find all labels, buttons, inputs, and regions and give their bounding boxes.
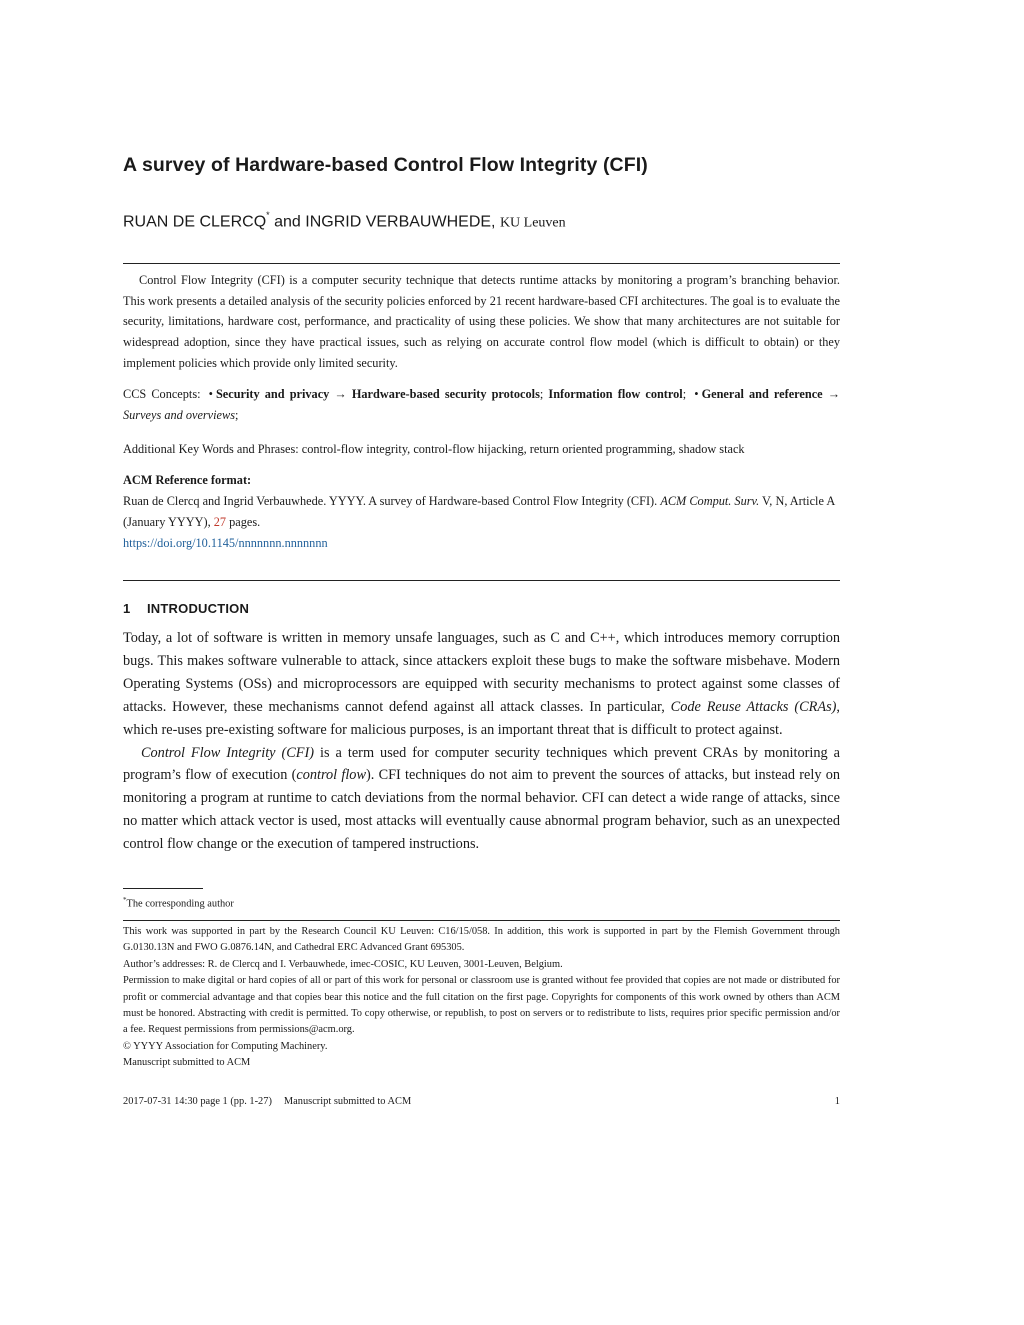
ccs-sep-3: ;: [235, 408, 239, 422]
acm-reference-text-1: Ruan de Clercq and Ingrid Verbauwhede. YYYY. A survey of Hardware-based Control Flow Integrity (CFI).: [123, 494, 658, 508]
page-number: 1: [834, 1096, 840, 1107]
acm-reference-text-3: pages.: [229, 515, 261, 529]
permission-notice: Permission to make digital or hard copies of all or part of this work for personal or classroom use is granted without fee provided that copies are not made or distributed for profit or commercial advantage and that copies bear this notice and the full citation on the first page. Copyrights for components of this work owned by others than ACM must be honored. Abstracting with credit is permitted. To copy otherwise, or republish, to post on servers or to redistribute to lists, requires prior specific permission and/or a fee. Request permissions from permissions@acm.org.: [123, 975, 840, 1036]
acm-reference-text-2: V, N, Article A (January YYYY),: [123, 494, 835, 529]
page-footer: [123, 1096, 840, 1107]
acm-reference-heading: ACM Reference format:: [123, 473, 252, 487]
ccs-label: CCS Concepts:: [123, 387, 201, 401]
keywords: Additional Key Words and Phrases: control-flow integrity, control-flow hijacking, return oriented programming, shadow stack: [123, 442, 745, 456]
copyright-notice: © YYYY Association for Computing Machinery.: [123, 1040, 328, 1052]
ccs-arrow-2: →: [827, 387, 841, 401]
page-count-link[interactable]: 27: [213, 515, 227, 529]
funding-rule: [123, 920, 840, 921]
section-heading: [123, 601, 840, 616]
introduction-body: [123, 627, 840, 856]
corresponding-author-mark: *: [266, 210, 270, 220]
author-names-1: RUAN DE CLERCQ: [123, 213, 267, 231]
funding-support: This work was supported in part by the Research Council KU Leuven: C16/15/058. In addition, this work is supported in part by the Flemish Government through G.0130.13N and FWO G.0876.14N, and Cathedral ERC Advanced Grant 695305.: [123, 926, 840, 954]
abstract-top-rule: [123, 263, 840, 264]
footnote-mark: *: [123, 896, 127, 904]
intro-p1-emphasis: Code Reuse Attacks (CRAs): [670, 698, 837, 715]
intro-paragraph-1: [123, 627, 840, 742]
ccs-concept-3: Information flow control: [548, 387, 683, 401]
intro-paragraph-2: [123, 742, 840, 857]
paper-title: A survey of Hardware-based Control Flow Integrity (CFI): [123, 154, 648, 176]
acm-reference: [123, 470, 840, 554]
footnote-text: The corresponding author: [126, 898, 234, 910]
ccs-concept-1: Security and privacy: [215, 387, 330, 401]
doi-link[interactable]: https://doi.org/10.1145/nnnnnnn.nnnnnnn: [123, 536, 328, 550]
intro-p1-text-a: Today, a lot of software is written in memory unsafe languages, such as C and C++, which introduces memory corruption bugs. This makes software vulnerable to attack, since attackers exploit these bugs to make the software misbehave. Modern Operating Systems (OSs) and microprocessors are equipped with security mechanisms to protect against some classes of attacks. However, these mechanisms cannot defend against all attack classes. In particular,: [123, 630, 840, 715]
ccs-concept-5: Surveys and overviews: [123, 408, 236, 422]
manuscript-note: Manuscript submitted to ACM: [123, 1057, 251, 1069]
author-line: [123, 212, 840, 231]
author-names-2: and INGRID VERBAUWHEDE,: [269, 213, 496, 231]
author-affiliation: KU Leuven: [499, 215, 566, 231]
intro-p2-text-a: is a term used for computer security techniques which prevent CRAs by monitoring a program’s flow of execution (: [123, 744, 840, 784]
section-number: 1: [123, 601, 131, 616]
author-addresses: Author’s addresses: R. de Clercq and I. Verbauwhede, imec-COSIC, KU Leuven, 3001-Leuven, Belgium.: [123, 958, 563, 970]
footer-timestamp: 2017-07-31 14:30 page 1 (pp. 1-27): [123, 1096, 272, 1107]
ccs-concept-2: Hardware-based security protocols: [351, 387, 540, 401]
abstract: Control Flow Integrity (CFI) is a computer security technique that detects runtime attacks by monitoring a program’s branching behavior. This work presents a detailed analysis of the security policies enforced by 21 recent hardware-based CFI architectures. The goal is to evaluate the security, limitations, hardware cost, performance, and practicality of using these policies. We show that many architectures are not suitable for widespread adoption, since they have practical issues, such as relying on accurate control flow model (which is difficult to obtain) or they implement policies which provide only limited security.: [123, 273, 840, 370]
ccs-sep-2: ;: [682, 387, 687, 401]
ccs-sep-1: ;: [539, 387, 544, 401]
ccs-concepts: [123, 384, 840, 426]
intro-p2-emphasis: Control Flow Integrity (CFI): [141, 744, 315, 761]
ccs-bullet-2: •: [694, 387, 699, 401]
intro-p2-text-b: ). CFI techniques do not aim to prevent the sources of attacks, but instead rely on monitoring a program at runtime to catch deviations from the normal behavior. CFI can detect a wide range of attacks, since no matter which attack vector is used, most attacks will eventually cause abnormal program behavior, such as an unexpected control flow change or the execution of tampered instructions.: [123, 767, 841, 853]
footnote-rule: [123, 888, 203, 889]
ccs-concept-4: General and reference: [701, 387, 823, 401]
ccs-bullet-1: •: [208, 387, 213, 401]
intro-p1-text-b: , which re-uses pre-existing software for malicious purposes, is an important threat that is difficult to protect against.: [123, 698, 840, 738]
section-title: INTRODUCTION: [147, 601, 250, 616]
acm-reference-journal: ACM Comput. Surv.: [660, 494, 760, 508]
funding-block: [123, 924, 840, 1072]
footer-manuscript: Manuscript submitted to ACM: [283, 1096, 412, 1107]
intro-p2-emphasis-2: control flow: [296, 767, 366, 784]
ccs-arrow-1: →: [334, 387, 347, 401]
abstract-bottom-rule: [123, 580, 840, 581]
footnote: [123, 893, 840, 911]
